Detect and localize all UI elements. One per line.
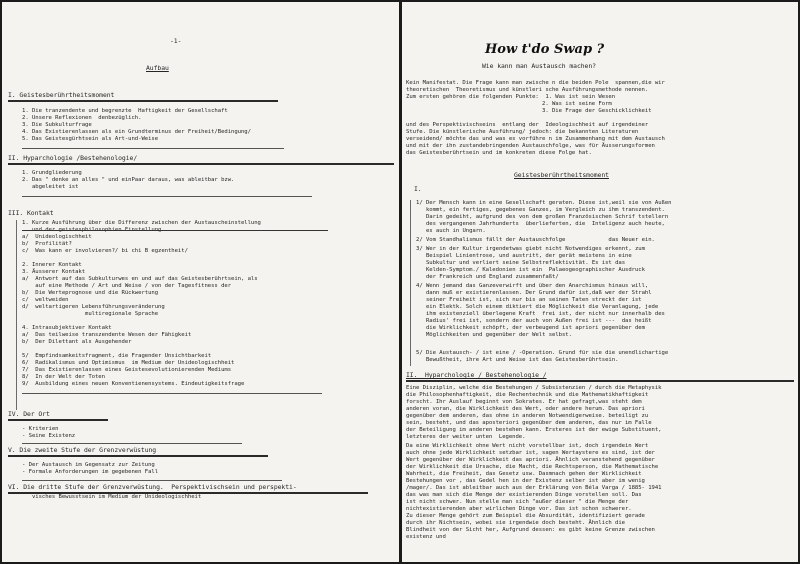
section-2-line: 2. Das " denke an alles " und einPaar daraus, was ableitbar bzw.	[22, 177, 235, 183]
intro-line: und des Perspektivischseins entlang der Ideologischheit auf irgendeiner	[406, 122, 649, 128]
section-3-line: auf eine Methode / Art und Weise / von der Tagesfitness der	[22, 283, 232, 289]
section-1-heading: I. Geistesberührtheitsmoment	[8, 91, 115, 99]
section-2-heading: II. Hyparchologie / Bestehenologie /	[406, 371, 547, 379]
left-page	[2, 2, 399, 562]
body-line: /mager/. Das ist ableitbar auch aus der Erklärung von Béla Varga / 1885- 1941	[406, 485, 662, 491]
section-5-line: - Formale Anforderungen im gegebenen Fall	[22, 469, 159, 475]
section-1-line: 5. Das Geistesgürhtsein als Art-und-Weise	[22, 136, 159, 142]
section-3-line: multiregionale Sprache	[22, 311, 159, 317]
section-3-line: 3. Äusserer Kontakt	[22, 269, 86, 275]
body-line: kommt, ein fertiges, gegebenes Ganzes, im Vergleich zu ihm transzendent.	[416, 207, 665, 213]
section-3-line: a/ Das teilweise transzendente Wesen der Fähigkeit	[22, 332, 192, 338]
body-line: seiner Freiheit ist, sich nur bis an seinen Taten streckt der ist	[416, 297, 642, 303]
section-divider	[22, 196, 312, 197]
section-1-line: 1. Die tranzendente und begrenzte Haftigkeit der Gesellschaft	[22, 108, 228, 114]
intro-line: 2. Was ist seine Form	[406, 101, 612, 107]
body-line: die Philosophenhaftigkeit, die Rechentechnik und die Mathematikhaftigkeit	[406, 392, 649, 398]
section-1-line: 3. Die Subkulturfrage	[22, 122, 92, 128]
body-line: Kelden-Symptom./ Kaledonien ist ein Palaeogeographischer Ausdruck	[416, 267, 645, 273]
right-page-text	[402, 2, 798, 562]
body-line: es auch in Ungarn.	[416, 228, 486, 234]
body-line: 4/ Wenn jemand das Ganzeverwirft und über den Anarchismus hinaus will,	[416, 283, 649, 289]
section-3-line: 5/ Empfindsamkeitsfragment, die Fragender Unsichtbarkeit	[22, 353, 212, 359]
body-line: durch ihr Nichtsein, wobei sie irgendwie doch besteht. Ähnlich die	[406, 520, 625, 526]
section-3-line: 8/ In der Welt der Toten	[22, 374, 105, 380]
body-line: 1/ Der Mensch kann in eine Gesellschaft geraten. Diese ist,weil sie von Außen	[416, 200, 672, 206]
section-3-line: 7/ Das Existierenlassen eines Geistesevolutionierenden Mediums	[22, 367, 232, 373]
intro-line: das Geistesberührtsein und im konkreten diese Folge hat.	[406, 150, 592, 156]
body-line: Bewußtheit, ihre Art und Weise ist das Geistesberührtsein.	[416, 357, 619, 363]
body-line: des vergangenen Jahrhunderts überlieferten, die Inteligenz auch heute,	[416, 221, 665, 227]
body-line: ihm existenziell überlegene Kraft frei ist, der nicht nur innerhalb des	[416, 311, 665, 317]
intro-line: theoretischen Theoretismus und künstleri sche Ausführungsmethode nennen.	[406, 87, 649, 93]
page-title: Aufbau	[146, 64, 169, 72]
section-3-heading: III. Kontakt	[8, 209, 54, 217]
section-3-line: 4. Intrasubjektiver Kontakt	[22, 325, 112, 331]
section-3-line: a/ Unideologischheit	[22, 234, 92, 240]
section-1-line: 4. Das Existierenlassen als ein Grundterminus der Freiheit/Bedingung/	[22, 129, 251, 135]
body-line: ist nicht schwer. Nun stelle man sich "außer dieser " die Menge der	[406, 499, 629, 505]
section-3-line: b/ Profilität?	[22, 241, 72, 247]
section-3-line: 9/ Ausbildung eines neuen Konventienensystems. Eindeutigkeitsfrage	[22, 381, 245, 387]
section-4-heading: IV. Der Ort	[8, 410, 50, 418]
section-3-line: d/ weltartigeren Lebensführungsveränderung	[22, 304, 165, 310]
body-line: Radius' frei ist, sondern der auch von Außen frei ist --- das heißt	[416, 318, 652, 324]
section-5-heading: V. Die zweite Stufe der Grenzverwüstung	[8, 446, 157, 454]
body-line: forscht. Ihr Auslauf beginnt von Sokrates. Er hat gefragt,was steht dem	[406, 399, 642, 405]
body-line: gegenüber dem anderen, das ohne in anderen Notwendigerweise. beteiligt zu	[406, 413, 649, 419]
section-3-line: a/ Antwort auf das Subkulturwes en und auf das Geistesberührtsein, als	[22, 276, 258, 282]
intro-line: verseidend/ möchte das und was es vorführe n im Zusammenhang mit dem Austausch	[406, 136, 665, 142]
body-line: dann muß er existierenlassen. Der Grund dafür ist,daß wer der Strahl	[416, 290, 652, 296]
body-line: ein Elektk. Solch einem diktiert die Möglichkeit die Veranlagung, jede	[416, 304, 659, 310]
handwritten-title: How t'do Swap ?	[485, 42, 605, 57]
section-1-line: 2. Unsere Reflexionen denbezüglich.	[22, 115, 142, 121]
body-line: nichtexistierenden aber wirlichen Dinge vor. Das ist schon schwerer.	[406, 506, 632, 512]
body-line: letzteres der weiter unten Legende.	[406, 434, 526, 440]
margin-mark	[16, 220, 17, 410]
section-3-line: c/ weltweiden	[22, 297, 69, 303]
section-3-line: b/ Der Dilettant als Ausgehender	[22, 339, 132, 345]
body-line: 3/ Wer in der Kultur irgendetwas giebt nicht Notwendiges erkennt, zum	[416, 246, 645, 252]
section-6-line: visches Bewusstsein im Medium der Unideologischheit	[22, 494, 202, 500]
body-line: Wert gegenüber der Wirklichkeit das apriori. Ähnlich veranstehend gegenüber	[406, 457, 655, 463]
section-3-line: 6/ Radikalismus und Optimismus im Medium der Unideologischheit	[22, 360, 235, 366]
intro-line: Zum ersten gehören die folgenden Punkte: 1. Was ist sein Wesen	[406, 94, 616, 100]
section-4-line: - Kriterien	[22, 426, 59, 432]
page-subtitle: Wie kann man Austausch machen?	[482, 62, 596, 70]
body-line: Eine Disziplin, welche die Bestehungen / Subsistenzien / durch die Metaphysik	[406, 385, 662, 391]
section-2-line: 1. Grundgliederung	[22, 170, 82, 176]
body-line: 2/ Vom Standhalismus fällt der Austauschfolge das Neuer ein.	[416, 237, 655, 243]
section-divider	[22, 443, 242, 444]
heading-underline	[8, 419, 108, 421]
section-3-line: b/ Die Werteprognose und die Rückwertung	[22, 290, 159, 296]
intro-line: Stufe. Die künstlerische Ausführung/ jedoch: die bekannten Literaturen	[406, 129, 639, 135]
body-line: Beispiel Linientrose, und austritt, der gerät meistens in eine	[416, 253, 632, 259]
margin-mark	[410, 200, 411, 366]
body-line: der Frankreich und England zusammenfaßt/	[416, 274, 559, 280]
intro-line: 3. Die Frage der Geschicklichkeit	[406, 108, 652, 114]
section-2-line: abgeleitet ist	[22, 184, 79, 190]
body-line: der Beteiligung im anderen bestehen kann. Ersteres ist der ewige Substituent,	[406, 427, 662, 433]
roman-numeral: I.	[414, 185, 422, 193]
intro-line: Kein Manifestat. Die Frage kann man zwische n die beiden Pole spannen,die wir	[406, 80, 665, 86]
body-line: auch ohne jede Wirklichkeit setzbar ist, sagen Wertaystere es sind, ist der	[406, 450, 655, 456]
body-line: das was man sich die Menge der existierenden Dinge vorstellen soll. Das	[406, 492, 642, 498]
body-line: Wahrheit, die Freiheit, das Gesetz usw. Dasmnach gehen der Wirklichkeit	[406, 471, 642, 477]
section-5-line: - Der Austausch im Gegensatz zur Zeitung	[22, 462, 155, 468]
left-page-text	[2, 2, 399, 562]
body-line: existenz und	[406, 534, 446, 540]
body-line: Möglichkeiten und gegenüber der Welt selbst.	[416, 332, 572, 338]
body-line: Subkultur und verliert seine Selbstreflektivität. Es ist das	[416, 260, 626, 266]
heading-underline	[8, 100, 278, 102]
body-line: Zu dieser Menge gehört zum Beispiel die Absurdität, identifiziert gerade	[406, 513, 645, 519]
heading-underline	[406, 380, 794, 382]
body-line: Darin gedeiht, aufgrund des von dem großen Französischen Schrif tstellern	[416, 214, 669, 220]
body-line: Da eine Wirklichkeit ohne Wert nicht vorstellbar ist, doch irgendein Wert	[406, 443, 649, 449]
section-divider	[22, 480, 282, 481]
body-line: 5/ Die Austausch- / ist eine / -Operation. Grund für sie die unendlichartige	[416, 350, 669, 356]
right-page	[402, 2, 798, 562]
section-2-heading: II. Hyparchologie /Bestehenologie/	[8, 154, 138, 162]
body-line: der Wirklichkeit die Ursache, die Macht, die Rechtsperson, die Mathematische	[406, 464, 659, 470]
section-divider	[22, 148, 284, 149]
body-line: anderen voran, die Wirklichkeit des Wert, oder andere herum. Das apriori	[406, 406, 645, 412]
body-line: die Wirklichkeit schöpft, der verbeugend ist apriori gegenüber dem	[416, 325, 645, 331]
section-4-line: - Seine Existenz	[22, 433, 76, 439]
body-line: Bestehungen vor , das Gedel hen in der Existenz selber ist aber im wenig	[406, 478, 645, 484]
heading-underline	[8, 163, 394, 165]
body-line: sein, besteht, und das aposteriori gegenüber dem anderen, das nur im Falle	[406, 420, 652, 426]
intro-line: und mit der ihn zustandebringenden Austauschfolge, was für Äusserungsformen	[406, 143, 655, 149]
section-3-line: 2. Innerer Kontakt	[22, 262, 82, 268]
section-divider	[22, 393, 322, 394]
heading-underline	[8, 455, 268, 457]
page-number: -1-	[170, 37, 182, 45]
body-line: Blindheit von der Sicht her, Aufgrund dessen: es gibt keine Grenze zwischen	[406, 527, 655, 533]
section-3-line: c/ Was kann er involvieren?/ bi chi B egzentheit/	[22, 248, 188, 254]
section-6-heading: VI. Die dritte Stufe der Grenzverwüstung. Perspektivischsein und perspekti-	[8, 483, 297, 491]
section-title: Geistesberührtheitsmoment	[514, 171, 609, 179]
section-3-line: 1. Kurze Ausführung über die Differenz zwischen der Austauscheinstellung	[22, 220, 261, 226]
strike-mark	[22, 230, 328, 231]
